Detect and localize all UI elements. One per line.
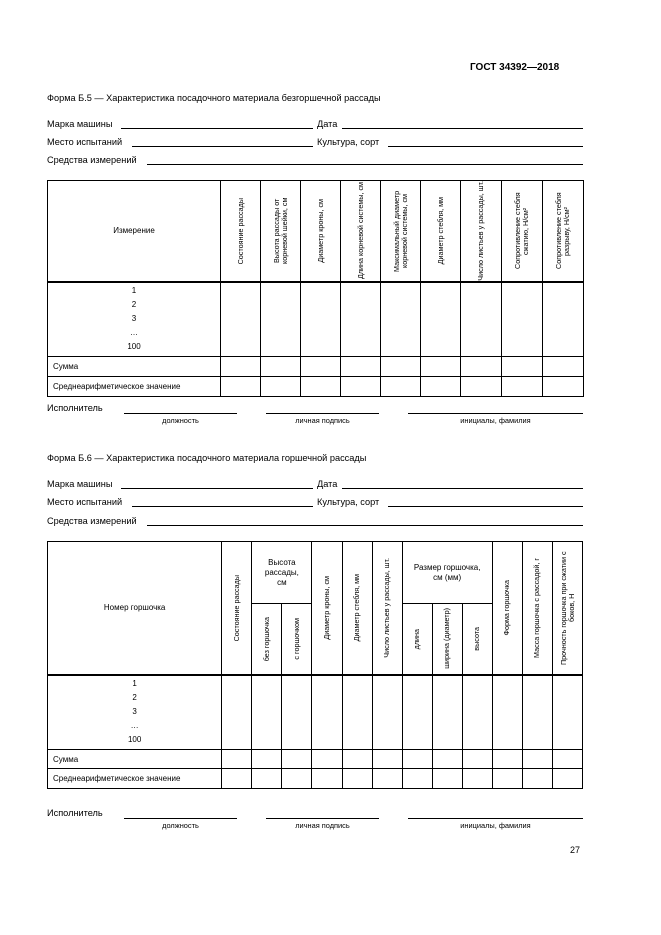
form6-header-row1: [48, 542, 583, 604]
form6-name-line[interactable]: [408, 818, 583, 819]
form6-col-header: [312, 542, 342, 675]
form6-cell[interactable]: [312, 750, 342, 769]
form5-sum-row: [48, 357, 584, 377]
form5-cell[interactable]: [301, 282, 341, 357]
form6-cell[interactable]: [222, 750, 252, 769]
form5-name-line[interactable]: [408, 413, 583, 414]
form6-col-state: Состояние рассады: [231, 574, 241, 641]
form5-position-line[interactable]: [124, 413, 237, 414]
form6-cell[interactable]: [522, 750, 552, 769]
form5-cell[interactable]: [341, 377, 381, 397]
form6-cell[interactable]: [462, 750, 492, 769]
form5-col-header: [221, 181, 261, 282]
form6-cell[interactable]: [342, 750, 372, 769]
form6-height-group: Высота рассады, см: [252, 542, 312, 604]
form5-col-header: [543, 181, 584, 282]
form5-place-line[interactable]: [132, 146, 313, 147]
form5-name-caption: инициалы, фамилия: [460, 416, 531, 425]
form6-col-header: [522, 542, 552, 675]
form5-cell[interactable]: [221, 282, 261, 357]
form5-col-leaves: Число листьев у рассады, шт.: [476, 181, 486, 281]
form6-machine-line[interactable]: [121, 488, 313, 489]
form6-cell[interactable]: [282, 750, 312, 769]
form5-col-compression: Сопротивление стебля сжатию, Н/см²: [513, 192, 530, 270]
form5-signature-caption: личная подпись: [295, 416, 350, 425]
form6-col-header: [552, 542, 582, 675]
form6-name-caption: инициалы, фамилия: [460, 821, 531, 830]
form5-machine-label: Марка машины: [47, 119, 113, 129]
form5-row-number: 2: [131, 300, 137, 310]
form5-sum-label: Сумма: [48, 357, 221, 377]
form5-cell[interactable]: [221, 357, 261, 377]
form5-cell[interactable]: [421, 377, 461, 397]
form6-cell[interactable]: [462, 675, 492, 750]
form5-cell[interactable]: [543, 377, 584, 397]
form5-cell[interactable]: [421, 282, 461, 357]
form5-col-root-diameter: Максимальный диаметр корневой системы, см: [391, 190, 409, 272]
form5-row-number: 100: [127, 342, 141, 352]
form6-subcol-header: [462, 604, 492, 675]
form6-place-label: Место испытаний: [47, 497, 123, 507]
form5-cell[interactable]: [261, 282, 301, 357]
form5-mean-label: Среднеарифметическое значение: [48, 377, 221, 397]
form5-cell[interactable]: [502, 357, 543, 377]
form5-cell[interactable]: [543, 282, 584, 357]
form6-cell[interactable]: [522, 769, 552, 789]
form6-col-pot-width: ширина (диаметр): [442, 608, 452, 670]
form5-machine-line[interactable]: [121, 128, 313, 129]
form5-cell[interactable]: [421, 357, 461, 377]
form6-col-pot-mass: Масса горшочка с рассадой, г: [532, 557, 542, 658]
form5-means-label: Средства измерений: [47, 155, 137, 165]
form6-row-number: 2: [132, 693, 137, 703]
form5-cell[interactable]: [381, 357, 421, 377]
form6-cell[interactable]: [342, 769, 372, 789]
form5-col-header: [301, 181, 341, 282]
form6-machine-label: Марка машины: [47, 479, 113, 489]
form6-signature-line[interactable]: [266, 818, 379, 819]
form5-row-numbers: [48, 282, 221, 357]
form5-signature-line[interactable]: [266, 413, 379, 414]
form5-mean-row: [48, 377, 584, 397]
form6-culture-line[interactable]: [388, 506, 583, 507]
form5-col-header: [502, 181, 543, 282]
standard-number: ГОСТ 34392—2018: [470, 62, 560, 73]
form6-mean-row: [48, 769, 583, 789]
form6-cell[interactable]: [402, 750, 432, 769]
form6-cell[interactable]: [282, 769, 312, 789]
form6-cell[interactable]: [222, 675, 252, 750]
form5-cell[interactable]: [261, 357, 301, 377]
form6-col-stem: Диаметр стебля, мм: [352, 574, 362, 642]
form6-cell[interactable]: [552, 750, 582, 769]
form5-culture-label: Культура, сорт: [317, 137, 380, 147]
form6-cell[interactable]: [522, 675, 552, 750]
form6-cell[interactable]: [252, 675, 282, 750]
form6-cell[interactable]: [462, 769, 492, 789]
form6-title: Форма Б.6 — Характеристика посадочного материала горшечной рассады: [47, 453, 367, 463]
form6-cell[interactable]: [342, 675, 372, 750]
form6-subcol-header: [282, 604, 312, 675]
form6-cell[interactable]: [252, 769, 282, 789]
form6-sum-label: Сумма: [48, 750, 222, 769]
form6-culture-label: Культура, сорт: [317, 497, 380, 507]
form5-col-tension: Сопротивление стебля разрыву, Н/см²: [554, 192, 571, 270]
form5-col-header: [381, 181, 421, 282]
form5-row-number: …: [130, 328, 138, 338]
form5-executor-label: Исполнитель: [47, 403, 103, 413]
form6-col-header: [342, 542, 372, 675]
form6-cell[interactable]: [492, 675, 522, 750]
form5-cell[interactable]: [261, 377, 301, 397]
form6-cell[interactable]: [372, 675, 402, 750]
form6-cell[interactable]: [222, 769, 252, 789]
form6-col-crown: Диаметр кроны, см: [322, 575, 332, 640]
page-number: 27: [570, 845, 581, 855]
form6-position-caption: должность: [162, 821, 199, 830]
form5-measurement-header: Измерение: [48, 181, 221, 282]
form5-col-root-length: Длина корневой системы, см: [355, 182, 365, 280]
form6-date-line[interactable]: [342, 488, 583, 489]
form5-cell[interactable]: [381, 282, 421, 357]
form5-col-header: [421, 181, 461, 282]
form6-cell[interactable]: [372, 769, 402, 789]
form6-row-numbers: [48, 675, 222, 750]
form6-cell[interactable]: [312, 675, 342, 750]
form5-cell[interactable]: [502, 377, 543, 397]
form5-col-header: [341, 181, 381, 282]
form6-date-label: Дата: [317, 479, 338, 489]
form6-subcol-header: [252, 604, 282, 675]
form5-cell[interactable]: [461, 377, 502, 397]
form5-cell[interactable]: [461, 357, 502, 377]
form6-col-height-with-pot: с горшочком: [291, 617, 301, 660]
form6-row-number: 3: [132, 707, 137, 717]
form6-subcol-header: [402, 604, 432, 675]
form5-cell[interactable]: [502, 282, 543, 357]
form5-cell[interactable]: [341, 282, 381, 357]
form5-cell[interactable]: [543, 357, 584, 377]
form6-col-height-without-pot: без горшочка: [261, 616, 271, 661]
form6-cell[interactable]: [552, 769, 582, 789]
form5-col-crown: Диаметр кроны, см: [315, 199, 325, 263]
form6-col-leaves: Число листьев у рассады, шт.: [382, 557, 392, 658]
form5-cell[interactable]: [381, 377, 421, 397]
form6-cell[interactable]: [432, 675, 462, 750]
form6-row-number: …: [130, 721, 139, 731]
form6-data-row: [48, 675, 583, 750]
form6-col-header: [492, 542, 522, 675]
form5-row-number: 1: [131, 286, 137, 296]
form5-cell[interactable]: [461, 282, 502, 357]
form6-col-pot-height: высота: [472, 626, 482, 651]
form5-place-label: Место испытаний: [47, 137, 123, 147]
form5-col-stem: Диаметр стебля, мм: [435, 197, 445, 265]
form5-title: Форма Б.5 — Характеристика посадочного материала безгоршечной рассады: [47, 93, 381, 103]
form5-cell[interactable]: [301, 377, 341, 397]
form6-cell[interactable]: [312, 769, 342, 789]
form6-pot-number-header: Номер горшочка: [48, 542, 222, 675]
form5-cell[interactable]: [341, 357, 381, 377]
form6-cell[interactable]: [402, 769, 432, 789]
form5-row-number: 3: [131, 314, 137, 324]
form5-col-header: [461, 181, 502, 282]
form6-col-pot-length: длина: [412, 628, 422, 649]
form5-col-height: Высота рассады от корневой шейки, см: [271, 197, 289, 265]
form6-table: [47, 541, 583, 789]
form5-date-line[interactable]: [342, 128, 583, 129]
form6-cell[interactable]: [402, 675, 432, 750]
form5-table: [47, 180, 584, 397]
form6-col-header: [372, 542, 402, 675]
form5-cell[interactable]: [301, 357, 341, 377]
form6-mean-label: Среднеарифметическое значение: [48, 769, 222, 789]
form5-data-row: [48, 282, 584, 357]
form6-pot-size-group: Размер горшочка, см (мм): [402, 542, 492, 604]
form6-col-header: [222, 542, 252, 675]
form6-subcol-header: [432, 604, 462, 675]
form5-col-state: Состояние рассады: [235, 197, 245, 265]
form5-position-caption: должность: [162, 416, 199, 425]
form6-cell[interactable]: [432, 769, 462, 789]
form5-col-header: [261, 181, 301, 282]
form6-cell[interactable]: [372, 750, 402, 769]
form6-cell[interactable]: [252, 750, 282, 769]
form5-cell[interactable]: [221, 377, 261, 397]
form5-culture-line[interactable]: [388, 146, 583, 147]
form6-cell[interactable]: [492, 769, 522, 789]
form6-col-pot-form: Форма горшочка: [502, 579, 512, 636]
form6-executor-label: Исполнитель: [47, 808, 103, 818]
form6-means-line[interactable]: [147, 525, 583, 526]
form6-cell[interactable]: [282, 675, 312, 750]
form5-means-line[interactable]: [147, 164, 583, 165]
form6-place-line[interactable]: [132, 506, 313, 507]
form6-row-number: 1: [132, 679, 137, 689]
form6-col-pot-strength: Прочность горшочка при сжатии с боков, Н: [558, 550, 576, 665]
form5-header-row: [48, 181, 584, 282]
form6-row-number: 100: [127, 735, 142, 745]
form5-date-label: Дата: [317, 119, 338, 129]
form6-position-line[interactable]: [124, 818, 237, 819]
form6-cell[interactable]: [552, 675, 582, 750]
form6-cell[interactable]: [492, 750, 522, 769]
form6-means-label: Средства измерений: [47, 516, 137, 526]
form6-cell[interactable]: [432, 750, 462, 769]
form6-signature-caption: личная подпись: [295, 821, 350, 830]
form6-sum-row: [48, 750, 583, 769]
